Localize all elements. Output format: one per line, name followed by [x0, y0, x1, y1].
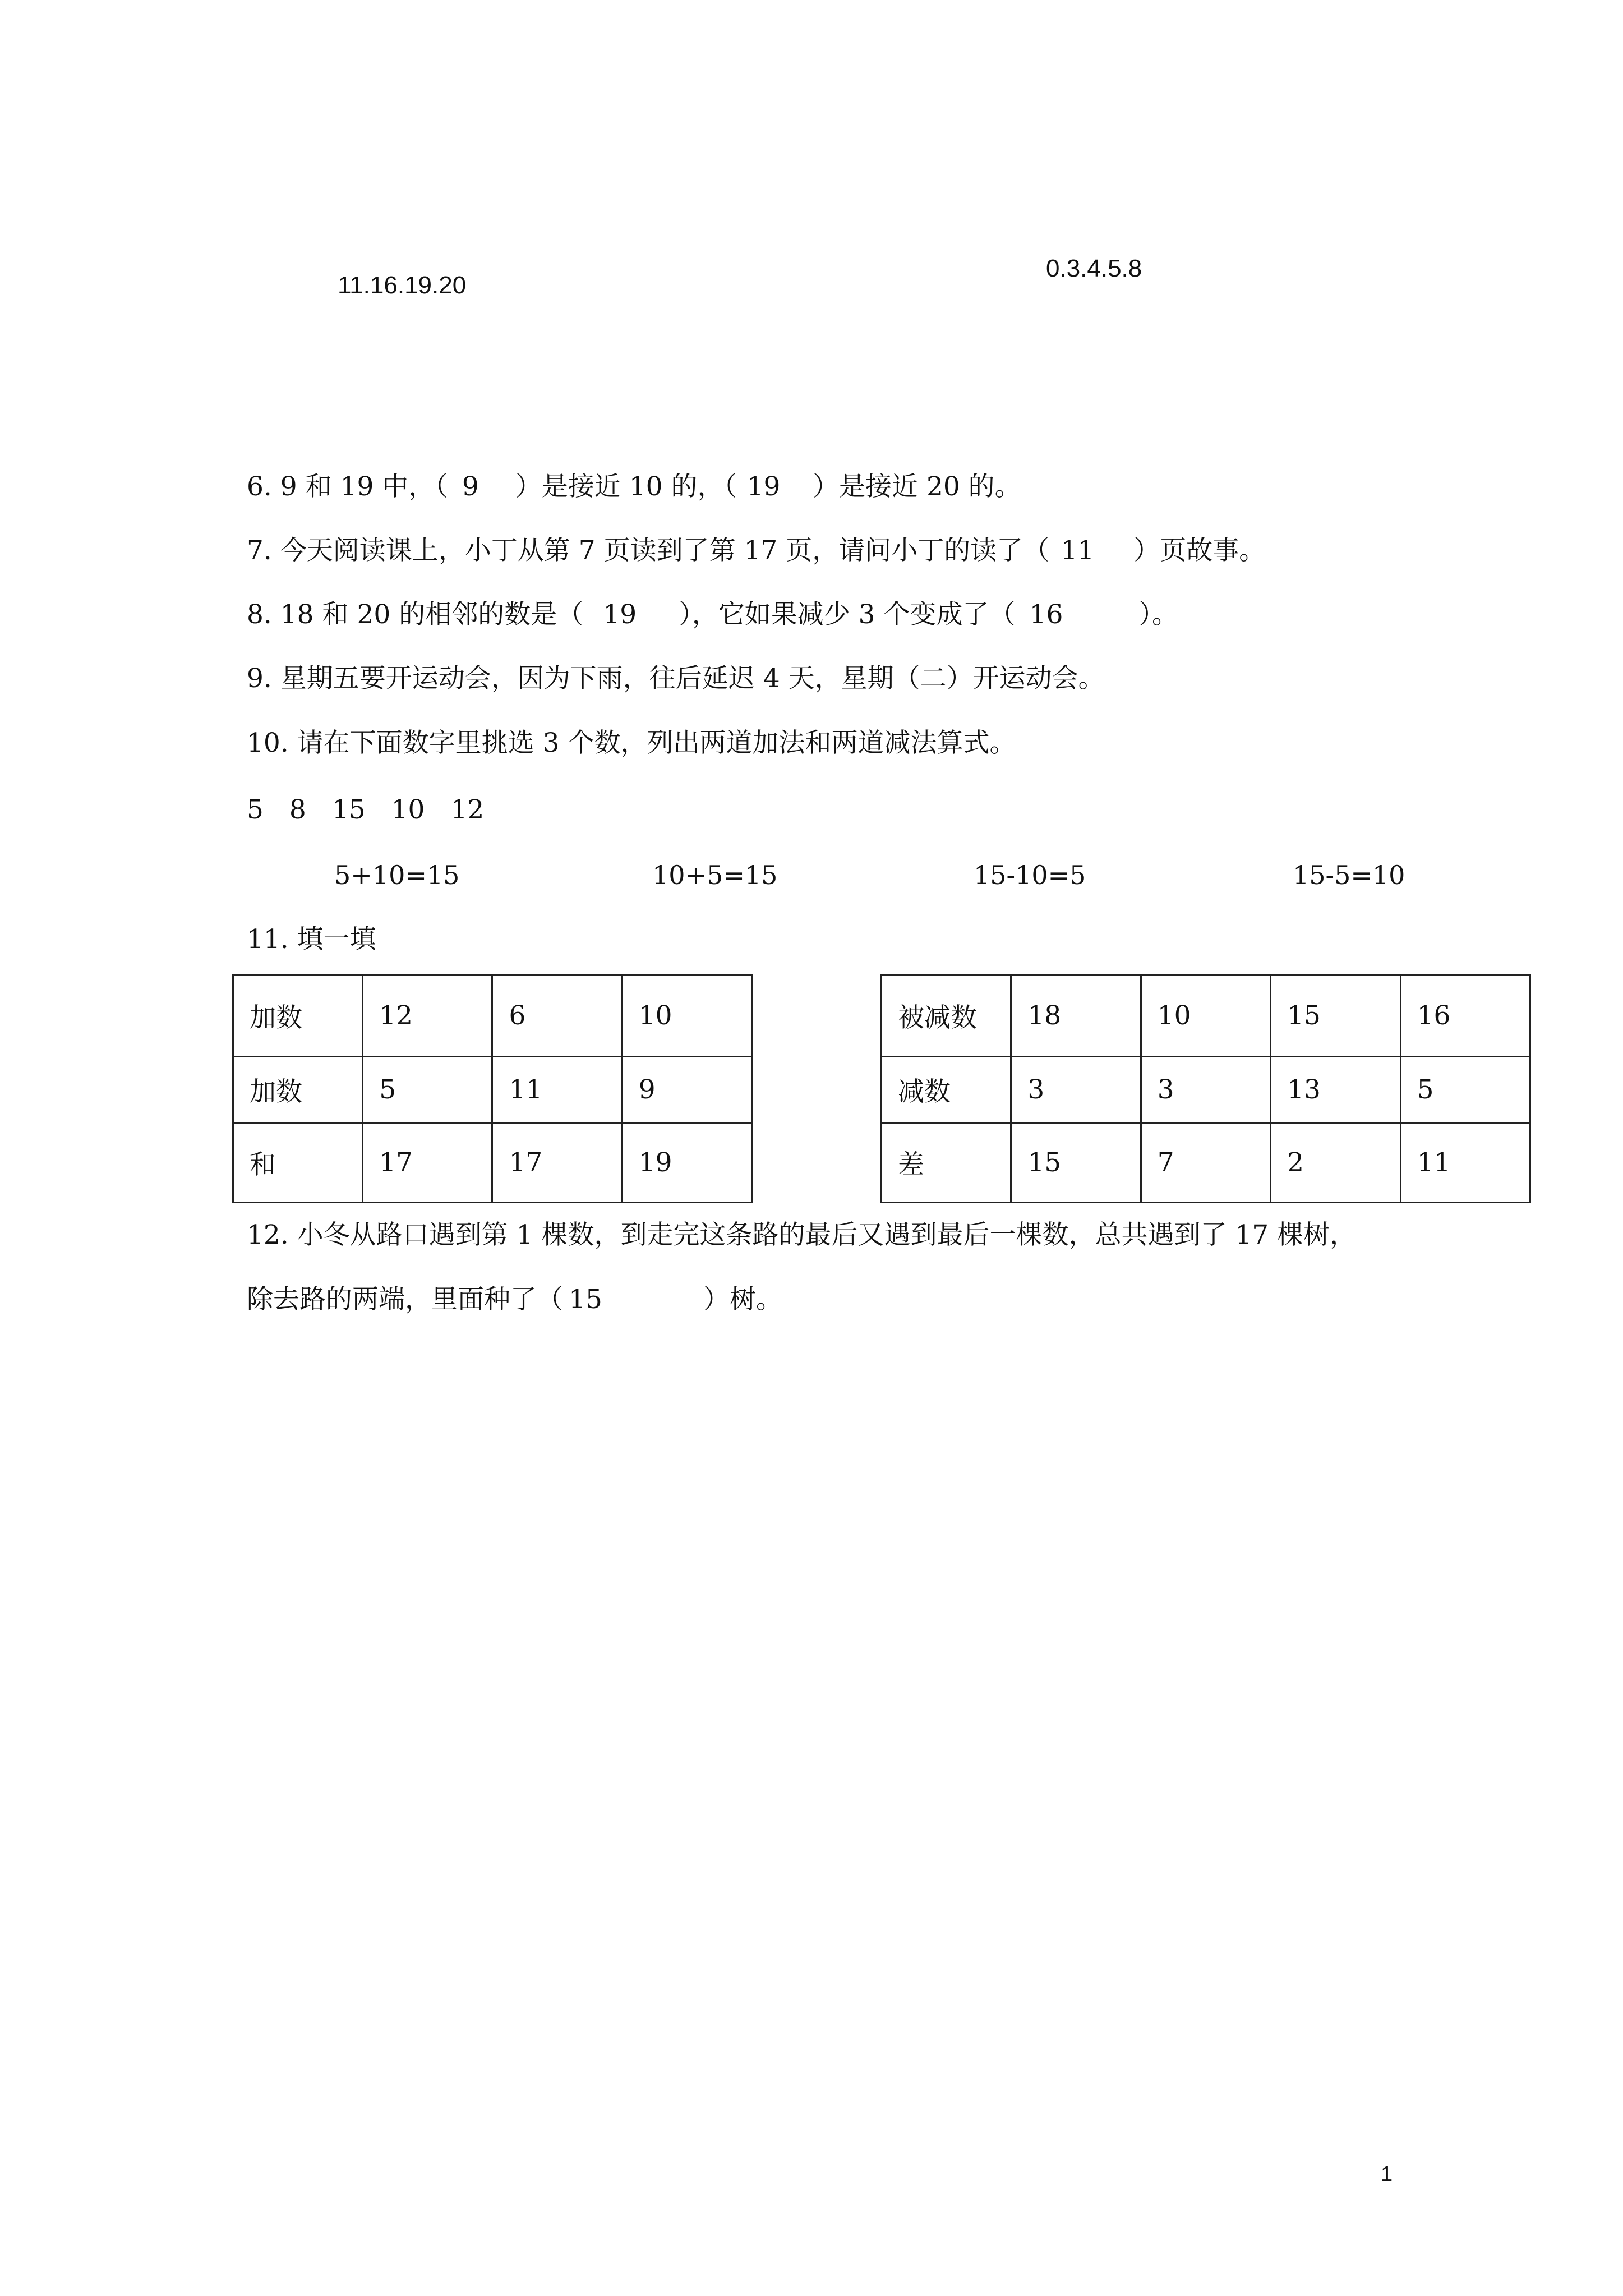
- table-cell: 加数: [233, 1057, 363, 1123]
- expression-4: 15-5=10: [1293, 860, 1405, 890]
- table-cell: 10: [622, 975, 751, 1057]
- table-cell: 加数: [233, 975, 363, 1057]
- question-10: 10. 请在下面数字里挑选 3 个数，列出两道加法和两道减法算式。: [247, 728, 1016, 758]
- table-row: [233, 975, 752, 1057]
- table-cell: 3: [1141, 1057, 1270, 1123]
- question-7-suffix: ）页故事。: [1133, 535, 1266, 566]
- table-row: [233, 1057, 752, 1123]
- question-8-prefix: 8. 18 和 20 的相邻的数是（: [247, 599, 584, 630]
- table-cell: 15: [1271, 975, 1400, 1057]
- question-7: [247, 534, 1265, 568]
- table-cell: 差: [882, 1123, 1011, 1203]
- question-7-answer: 11: [1061, 535, 1095, 566]
- table-cell: 19: [622, 1123, 751, 1203]
- question-8-answer-1: 19: [603, 599, 637, 630]
- table-row: [233, 1123, 752, 1203]
- table-cell: 10: [1141, 975, 1270, 1057]
- question-6: [247, 470, 1021, 504]
- table-cell: 11: [1400, 1123, 1530, 1203]
- addition-table: [232, 974, 753, 1203]
- table-cell: 减数: [882, 1057, 1011, 1123]
- top-numbers-left: 11.16.19.20: [338, 272, 467, 299]
- number-choice: 10: [391, 794, 425, 825]
- question-12-answer: 15: [569, 1284, 602, 1315]
- question-9: 9. 星期五要开运动会，因为下雨，往后延迟 4 天，星期（二）开运动会。: [247, 663, 1105, 694]
- table-cell: 11: [492, 1057, 622, 1123]
- table-cell: 18: [1011, 975, 1141, 1057]
- table-row: [882, 1057, 1530, 1123]
- table-cell: 5: [1400, 1057, 1530, 1123]
- question-12-suffix: ）树。: [703, 1284, 782, 1315]
- number-choice: 12: [450, 794, 485, 825]
- top-numbers-right: 0.3.4.5.8: [1046, 255, 1142, 282]
- table-row: [882, 975, 1530, 1057]
- table-cell: 16: [1400, 975, 1530, 1057]
- table-cell: 15: [1011, 1123, 1141, 1203]
- question-12-line-2: [247, 1283, 782, 1317]
- expression-3: 15-10=5: [974, 860, 1086, 890]
- table-cell: 17: [363, 1123, 492, 1203]
- question-6-answer-2: 19: [746, 471, 781, 502]
- subtraction-table: [880, 974, 1531, 1203]
- table-cell: 17: [492, 1123, 622, 1203]
- table-cell: 9: [622, 1057, 751, 1123]
- question-8-answer-2: 16: [1029, 599, 1063, 630]
- question-7-prefix: 7. 今天阅读课上，小丁从第 7 页读到了第 17 页，请问小丁的读了（: [247, 535, 1050, 566]
- question-6-prefix: 6. 9 和 19 中，（: [247, 471, 448, 502]
- question-6-suffix: ）是接近 20 的。: [813, 471, 1021, 502]
- table-cell: 3: [1011, 1057, 1141, 1123]
- question-6-answer-1: 9: [462, 471, 479, 502]
- expression-2: 10+5=15: [652, 860, 778, 890]
- number-choice: 8: [289, 794, 306, 825]
- table-cell: 13: [1271, 1057, 1400, 1123]
- question-12-prefix: 除去路的两端，里面种了（: [247, 1284, 563, 1315]
- table-row: [882, 1123, 1530, 1203]
- question-8-mid: ），它如果减少 3 个变成了（: [679, 599, 1016, 630]
- table-cell: 7: [1141, 1123, 1270, 1203]
- table-cell: 6: [492, 975, 622, 1057]
- number-choices: [247, 793, 484, 827]
- table-cell: 被减数: [882, 975, 1011, 1057]
- table-cell: 5: [363, 1057, 492, 1123]
- question-11-title: 11. 填一填: [247, 924, 376, 955]
- number-choice: 15: [331, 794, 366, 825]
- number-choice: 5: [247, 794, 264, 825]
- question-8-suffix: ）。: [1138, 599, 1179, 630]
- table-cell: 2: [1271, 1123, 1400, 1203]
- table-cell: 和: [233, 1123, 363, 1203]
- expression-1: 5+10=15: [334, 860, 460, 890]
- question-6-mid: ）是接近 10 的，（: [515, 471, 737, 502]
- page-number: 1: [1381, 2162, 1393, 2186]
- question-12-line-1: 12. 小冬从路口遇到第 1 棵数，到走完这条路的最后又遇到最后一棵数，总共遇到了 17 棵树，: [247, 1220, 1357, 1250]
- question-8: [247, 598, 1178, 632]
- table-cell: 12: [363, 975, 492, 1057]
